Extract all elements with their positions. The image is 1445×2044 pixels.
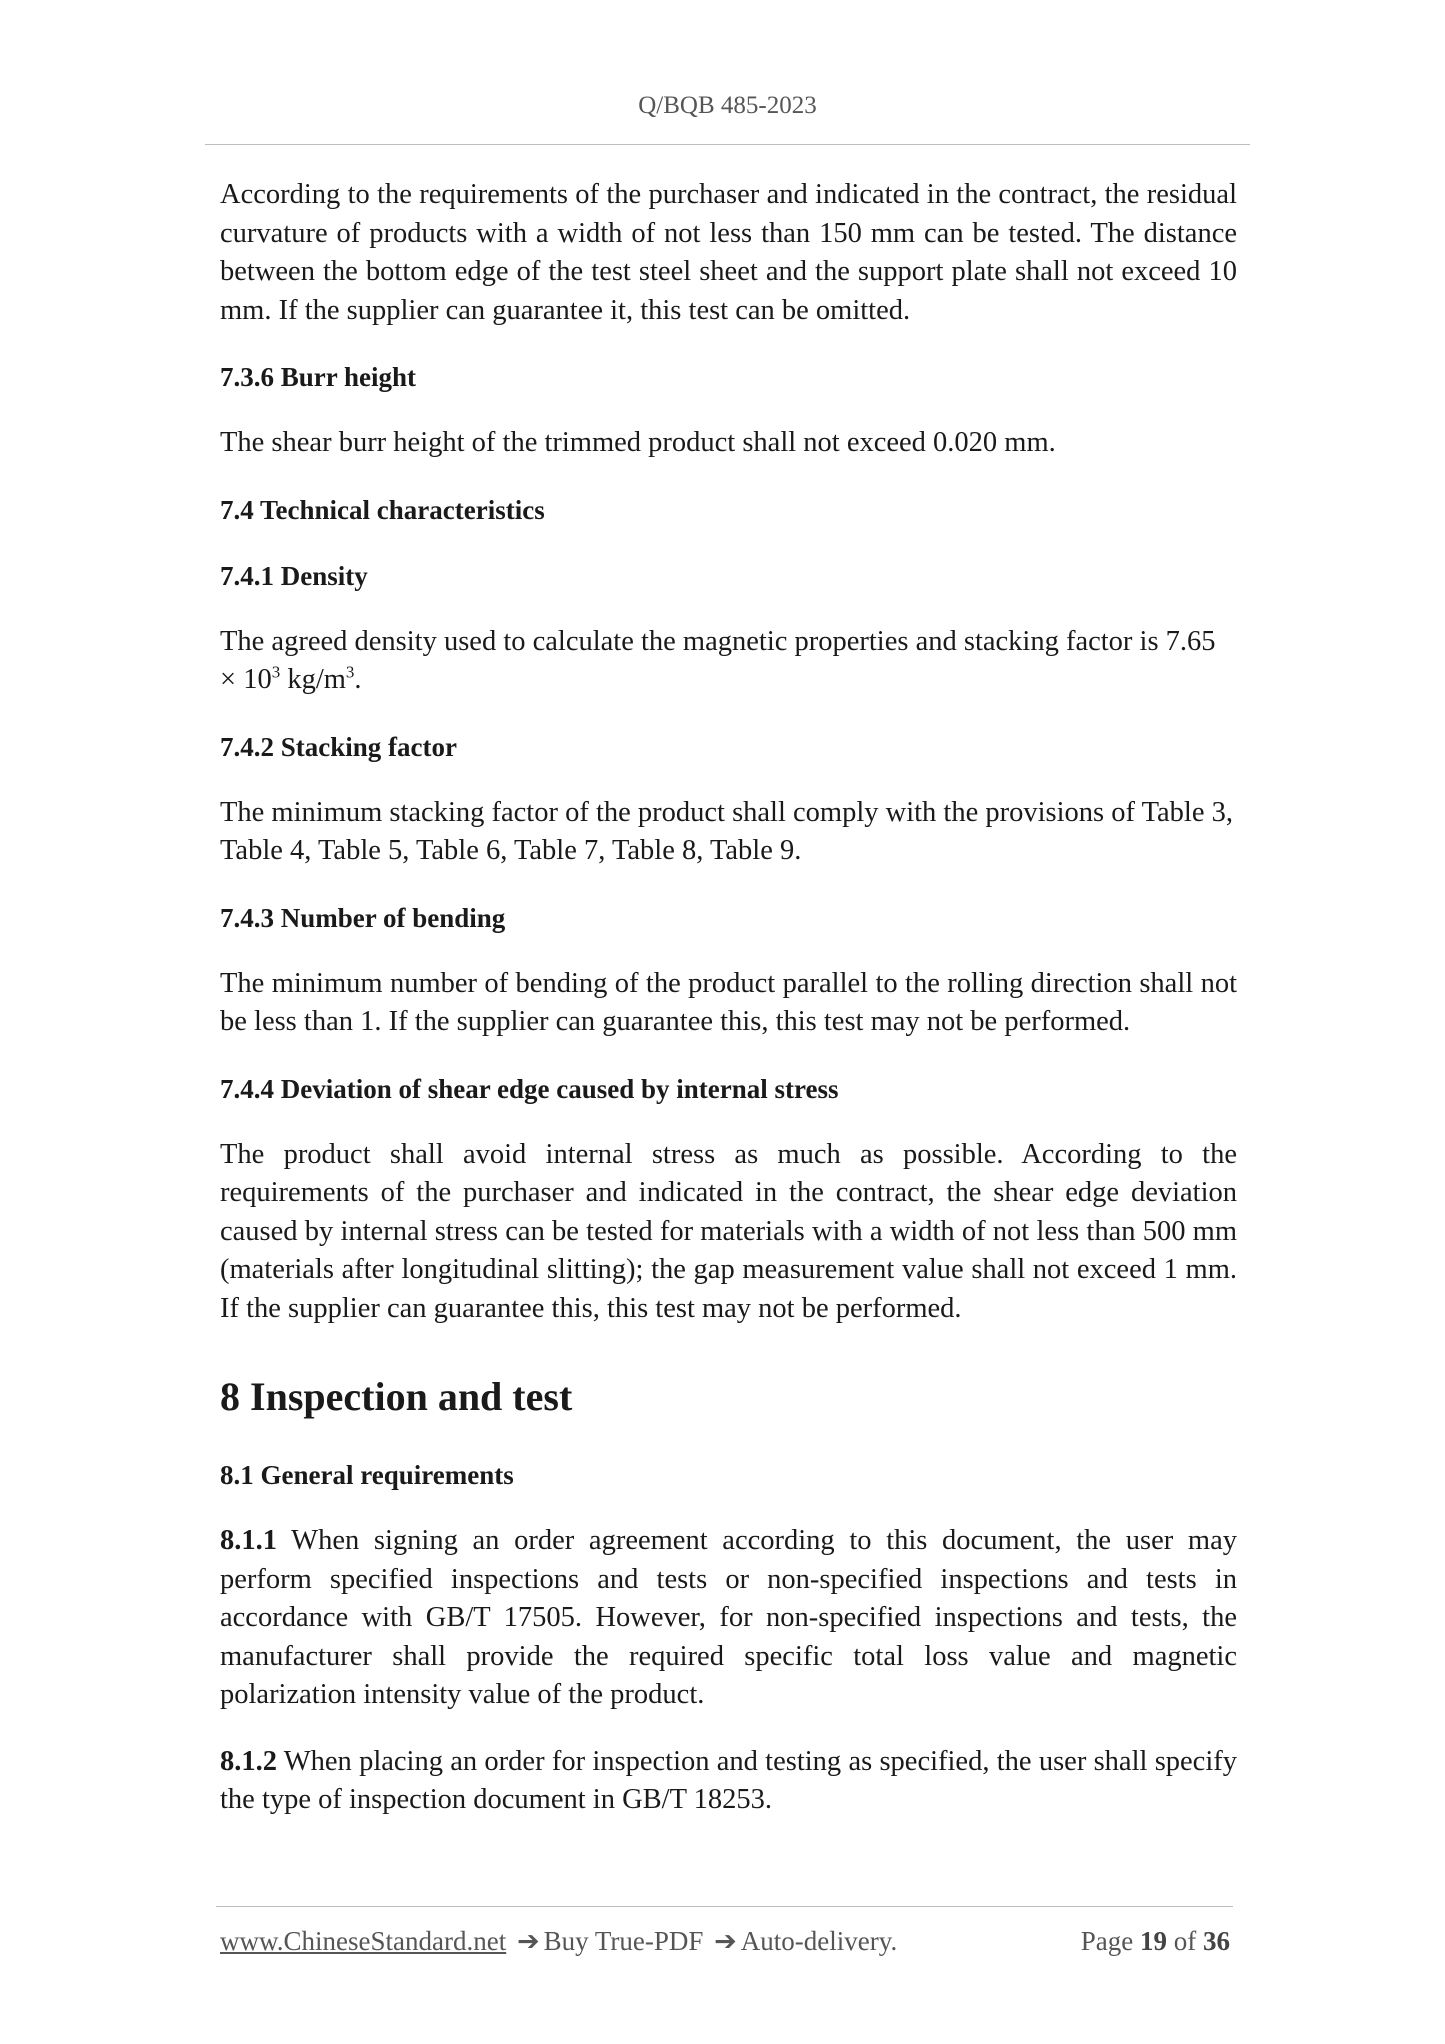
header-divider [205,144,1250,145]
density-end: . [354,664,362,695]
heading-7-3-6: 7.3.6 Burr height [220,362,417,392]
density-unit: kg/m [280,664,346,695]
page-label: Page [1080,1926,1134,1956]
paragraph-burr-height: The shear burr height of the trimmed product shall not exceed 0.020 mm. [220,427,1056,458]
heading-8: 8 Inspection and test [220,1374,573,1419]
footer-promo [220,1926,897,1957]
clause-number-8-1-2: 8.1.2 [220,1745,277,1777]
heading-7-4-1: 7.4.1 Density [220,560,368,591]
paragraph-bending: The minimum number of bending of the product parallel to the rolling direction shall not be less than 1. If the supplier can guarantee this, this test may not be performed. [220,967,1237,1037]
arrow-right-icon: ➔ [714,1926,737,1956]
paragraph-residual-curvature: According to the requirements of the purchaser and indicated in the contract, the residual curvature of products with a width of not less than 150 mm can be tested. The distance between the bottom edge of the test steel sheet and the support plate shall not exceed 10 mm. If the supplier can guarantee it, this test can be omitted. [220,179,1237,326]
clause-number-8-1-1: 8.1.1 [220,1525,277,1556]
paragraph-density [220,623,1237,700]
heading-7-4: 7.4 Technical characteristics [220,494,545,525]
density-exponent: 3 [271,662,281,682]
chinese-standard-link[interactable]: www.ChineseStandard.net [220,1926,507,1956]
page-number [1081,1926,1230,1957]
density-unit-exponent: 3 [345,662,355,682]
heading-8-1: 8.1 General requirements [220,1460,514,1490]
auto-delivery-text: Auto-delivery. [740,1926,898,1956]
heading-7-4-3: 7.4.3 Number of bending [220,902,506,933]
page-content [220,176,1237,1848]
paragraph-shear-deviation: The product shall avoid internal stress as much as possible. According to the requirements of the purchaser and indicated in the contract, the shear edge deviation caused by internal stress can be tested for materials with a width of not less than 500 mm (materials after longitudinal slitting); the gap measurement value shall not exceed 1 mm. If the supplier can guarantee this, this test may not be performed. [220,1138,1237,1324]
footer-divider [216,1906,1233,1907]
current-page: 19 [1140,1926,1167,1956]
document-id-header: Q/BQB 485-2023 [638,92,817,119]
total-pages: 36 [1203,1926,1230,1956]
density-text: The agreed density used to calculate the magnetic properties and stacking factor is 7.65 × 10 [220,625,1216,695]
of-label: of [1173,1926,1197,1956]
buy-true-pdf-text: Buy True-PDF [543,1926,704,1956]
heading-7-4-4: 7.4.4 Deviation of shear edge caused by internal stress [220,1073,839,1104]
arrow-right-icon: ➔ [516,1926,540,1956]
heading-7-4-2: 7.4.2 Stacking factor [220,731,457,762]
clause-text-8-1-1: When signing an order agreement according to this document, the user may perform specified inspections and tests or non-specified inspections and tests in accordance with GB/T 17505. However, for non-specified inspections and tests, the manufacturer shall provide the required specific total loss value and magnetic polarization intensity value of the product. [220,1525,1237,1710]
clause-text-8-1-2: When placing an order for inspection and testing as specified, the user shall specify the type of inspection document in GB/T 18253. [220,1745,1237,1815]
paragraph-8-1-1 [220,1522,1237,1715]
paragraph-stacking-factor: The minimum stacking factor of the product shall comply with the provisions of Table 3, Table 4, Table 5, Table 6, Table 7, Table 8, Table 9. [220,796,1233,866]
paragraph-8-1-2 [220,1743,1237,1820]
